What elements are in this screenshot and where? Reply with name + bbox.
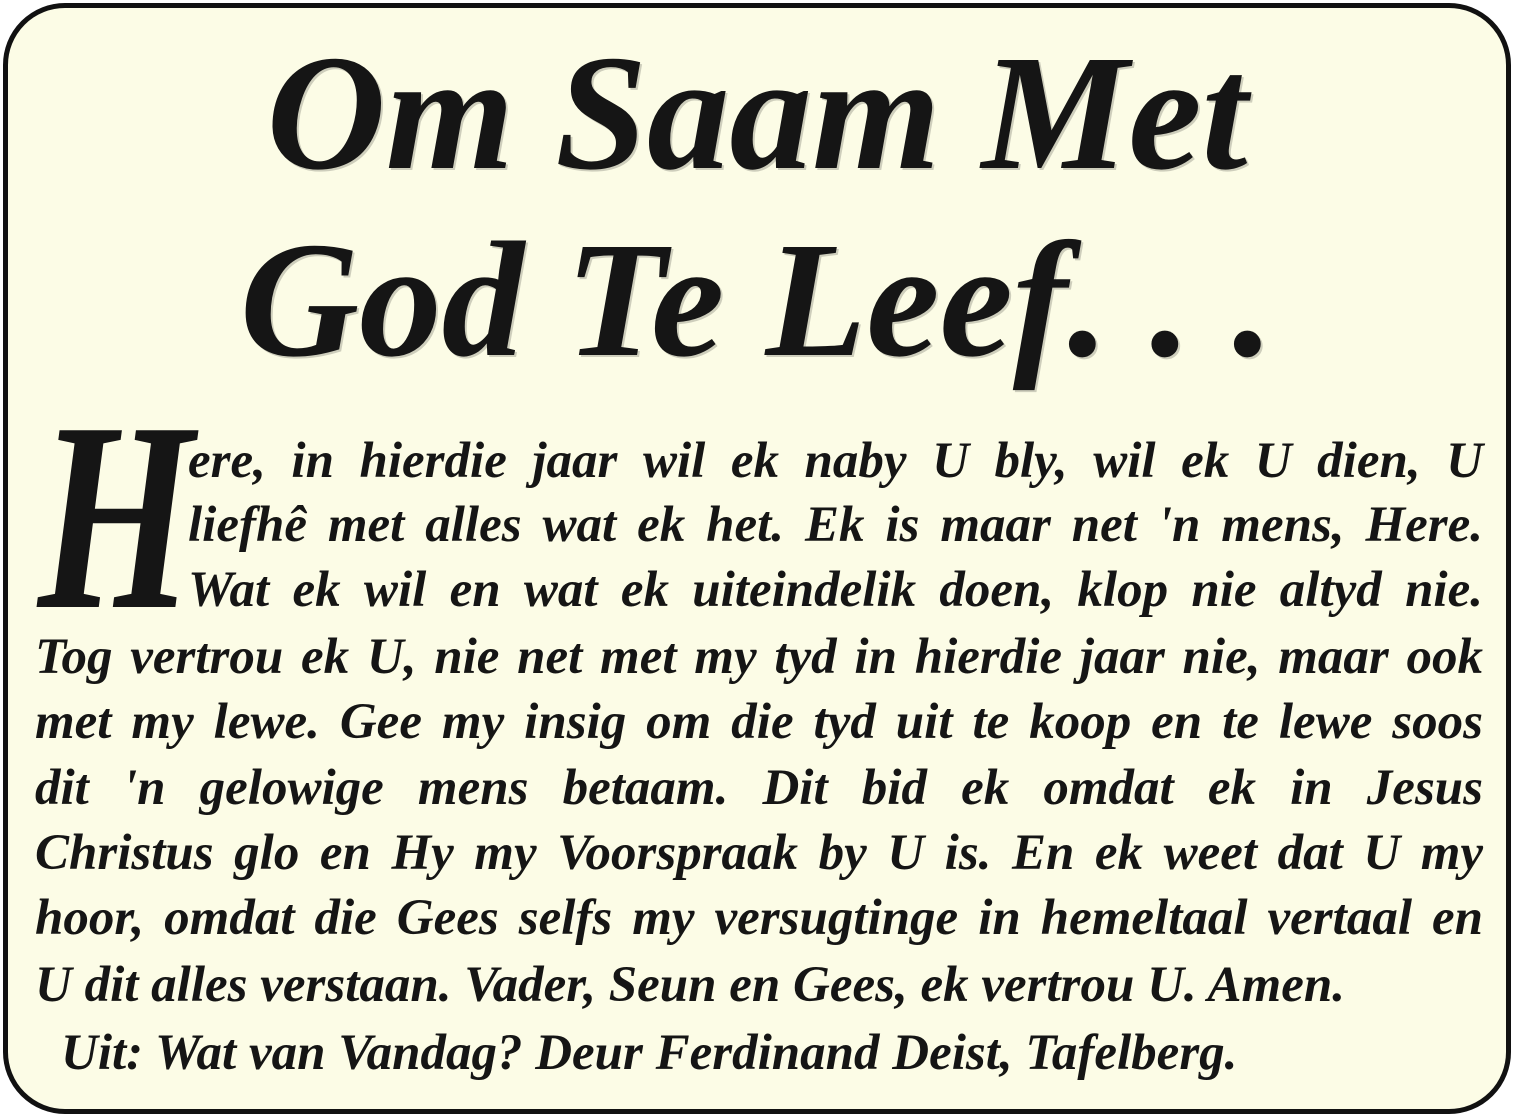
title-line-2: God Te Leef. . .	[240, 208, 1274, 391]
prayer-line-7: Christus glo en Hy my Voorspraak by U is. En ek weet dat U my	[35, 825, 1483, 881]
prayer-line-2: liefhê met alles wat ek het. Ek is maar net 'n mens, Here.	[188, 497, 1483, 553]
prayer-line-5: met my lewe. Gee my insig om die tyd uit te koop en te lewe soos	[35, 694, 1483, 750]
prayer-line-4: Tog vertrou ek U, nie net met my tyd in hierdie jaar nie, maar ook	[35, 629, 1483, 685]
title-line-1: Om Saam Met	[266, 21, 1248, 204]
prayer-card	[3, 3, 1511, 1114]
prayer-line-6: dit 'n gelowige mens betaam. Dit bid ek omdat ek in Jesus	[35, 760, 1483, 816]
prayer-line-1: ere, in hierdie jaar wil ek naby U bly, wil ek U dien, U	[188, 433, 1483, 489]
attribution: Uit: Wat van Vandag? Deur Ferdinand Deist, Tafelberg.	[61, 1025, 1238, 1081]
prayer-line-9: U dit alles verstaan. Vader, Seun en Gees, ek vertrou U. Amen.	[35, 957, 1345, 1013]
drop-cap: H	[38, 367, 194, 666]
prayer-line-8: hoor, omdat die Gees selfs my versugtinge in hemeltaal vertaal en	[35, 890, 1483, 946]
prayer-line-3: Wat ek wil en wat ek uiteindelik doen, klop nie altyd nie.	[188, 562, 1483, 618]
